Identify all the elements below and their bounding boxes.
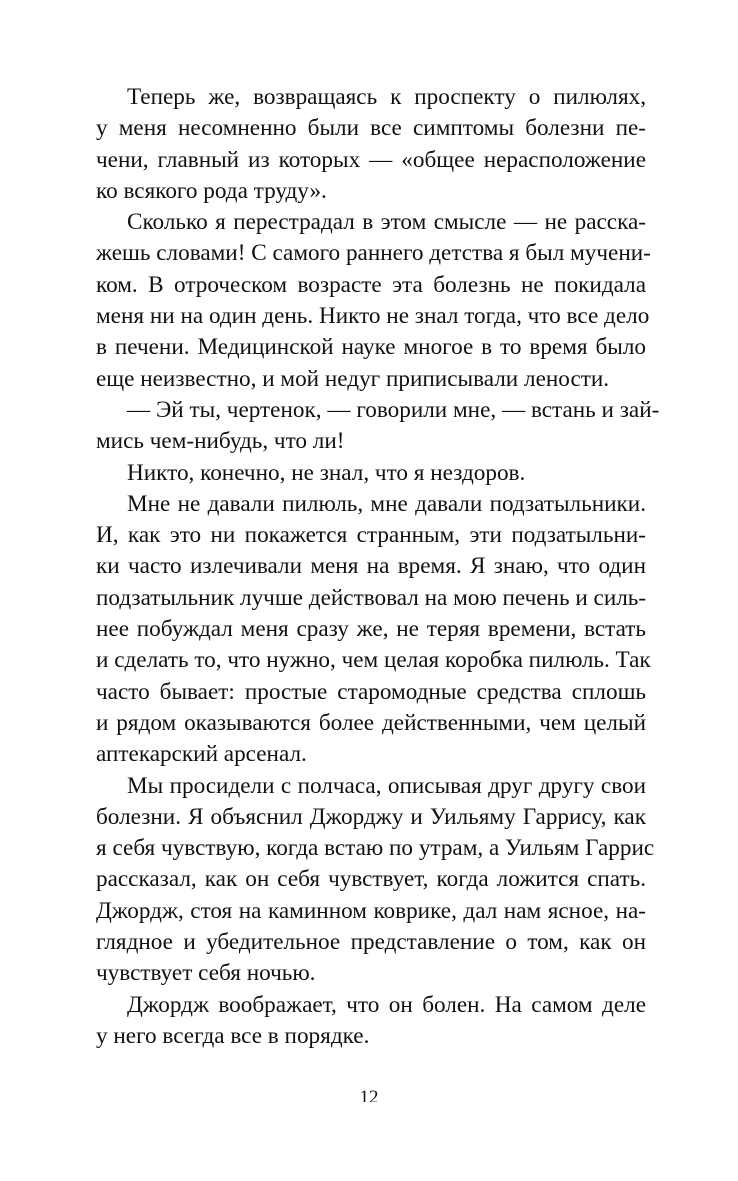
paragraph (96, 489, 651, 771)
text-line: глядное и убедительное представление о том, как он (96, 929, 646, 956)
text-line: нее побуждал меня сразу же, не теряя времени, встать (96, 616, 646, 643)
text-line: Мне не давали пилюль, мне давали подзатыльники. (127, 490, 646, 517)
text-line: у меня несомненно были все симптомы болезни пе- (96, 115, 646, 142)
text-line: жешь словами! С самого раннего детства я был мучени- (96, 240, 651, 267)
text-line: и рядом оказываются более действенными, чем целый (96, 709, 646, 736)
text-line: Теперь же, возвращаясь к проспекту о пилюлях, (127, 84, 646, 110)
text-line: я себя чувствую, когда встаю по утрам, а Уильям Гаррис (96, 835, 655, 862)
text-line: чувствует себя ночью. (96, 960, 316, 987)
text-line: мись чем-нибудь, что ли! (96, 428, 345, 455)
text-line: ком. В отроческом возрасте эта болезнь не покидала (96, 271, 646, 298)
page-number: 12 (359, 1087, 379, 1102)
text-line: — Эй ты, чертенок, — говорили мне, — встань и зай- (127, 396, 660, 423)
text-line: у него всегда все в порядке. (96, 1022, 370, 1049)
text-line: Джордж воображает, что он болен. На самом деле (127, 991, 646, 1018)
text-line: в печени. Медицинской науке многое в то время было (96, 334, 646, 361)
text-line: И, как это ни покажется странным, эти подзатыльни- (96, 522, 646, 549)
text-line: рассказал, как он себя чувствует, когда ложится спать. (96, 866, 646, 893)
text-line: аптекарский арсенал. (96, 741, 307, 768)
text-line: подзатыльник лучше действовал на мою печень и силь- (96, 584, 647, 611)
text-line: чени, главный из которых — «общее нерасположение (96, 146, 646, 173)
paragraph (96, 82, 646, 207)
text-line: ки часто излечивали меня на время. Я знаю, что один (96, 553, 646, 580)
text-line: болезни. Я объяснил Джорджу и Уильяму Гаррису, как (96, 803, 646, 830)
text-line: и сделать то, что нужно, чем целая коробка пилюль. Так (96, 647, 651, 674)
text-line: часто бывает: простые старомодные средства сплошь (96, 678, 646, 705)
paragraph (96, 458, 646, 489)
body-text (96, 82, 660, 1052)
paragraph (96, 207, 651, 395)
text-line: Сколько я перестрадал в этом смысле — не расска- (127, 209, 646, 236)
text-line: Джордж, стоя на каминном коврике, дал нам ясное, на- (96, 897, 646, 924)
paragraph (96, 990, 646, 1053)
text-line: Никто, конечно, не знал, что я нездоров. (127, 459, 526, 486)
text-line: меня ни на один день. Никто не знал тогда, что все дело (96, 303, 650, 330)
text-line: ко всякого рода труду». (96, 177, 327, 204)
paragraph (96, 771, 655, 990)
text-line: Мы просидели с полчаса, описывая друг другу свои (127, 772, 646, 799)
text-line: еще неизвестно, и мой недуг приписывали лености. (96, 365, 610, 392)
paragraph (96, 395, 660, 458)
